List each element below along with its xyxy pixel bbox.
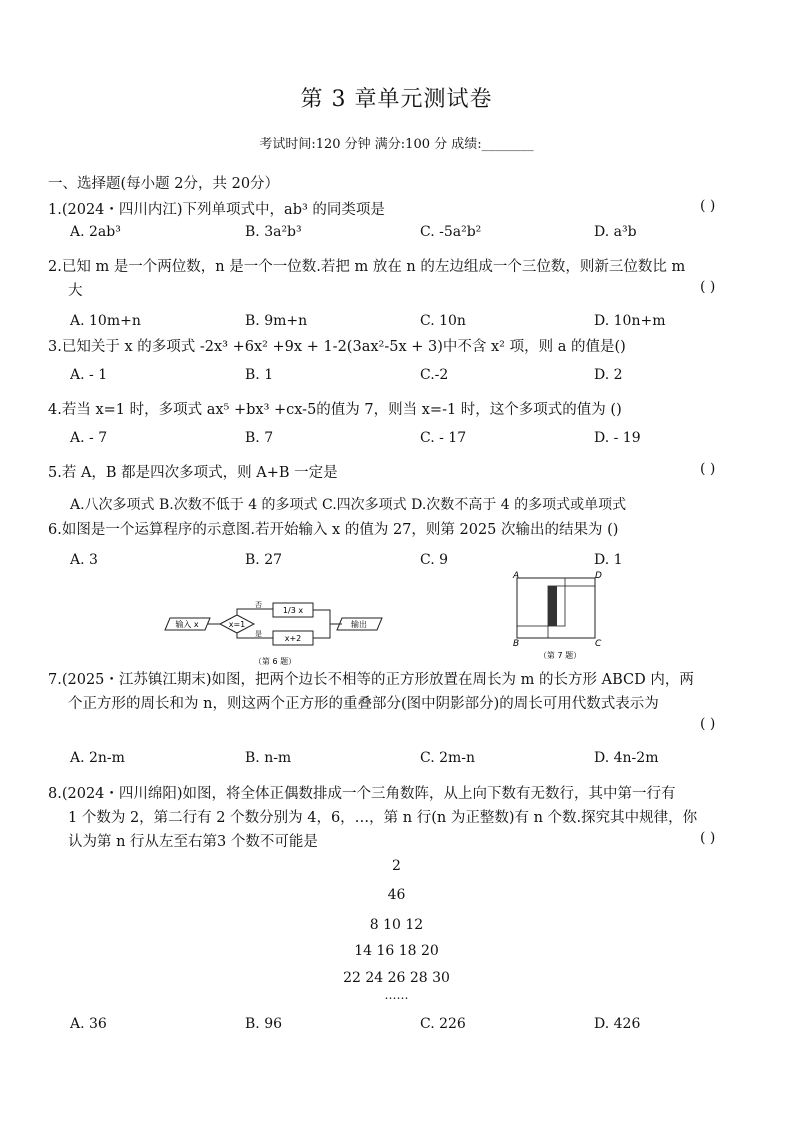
section-heading: 一、选择题(每小题 2分，共 20分）: [48, 176, 280, 192]
question-2-answer-blank: ( ): [700, 279, 716, 295]
question-4-option-c: C. - 17: [420, 430, 467, 446]
question-7-option-a: A. 2n-m: [70, 750, 125, 766]
question-5-answer-blank: ( ): [700, 461, 716, 477]
triangle-row-5: 22 24 26 28 30: [343, 970, 450, 986]
question-2-option-a: A. 10m+n: [70, 313, 141, 329]
question-7-option-d: D. 4n-2m: [594, 750, 659, 766]
question-8-option-d: D. 426: [594, 1016, 641, 1032]
vertex-b: B: [513, 639, 520, 649]
triangle-row-4: 14 16 18 20: [354, 943, 439, 959]
question-8-option-c: C. 226: [420, 1016, 466, 1032]
question-1-option-c: C. -5a²b²: [420, 224, 482, 240]
vertex-d: D: [595, 571, 602, 581]
exam-info: 考试时间:120 分钟 满分:100 分 成绩:________: [259, 137, 534, 152]
question-4-stem: 4.若当 x=1 时，多项式 ax⁵ +bx³ +cx-5的值为 7，则当 x=-1 时，这个多项式的值为 (): [48, 402, 622, 418]
question-6-option-b: B. 27: [245, 552, 283, 568]
figure-7-rectangle: [505, 568, 615, 664]
question-1-answer-blank: ( ): [700, 198, 716, 214]
question-6-option-c: C. 9: [420, 552, 449, 568]
question-6-stem: 6.如图是一个运算程序的示意图.若开始输入 x 的值为 27，则第 2025 次输出的结果为 (): [48, 522, 619, 538]
question-4-option-a: A. - 7: [70, 430, 108, 446]
question-5-stem: 5.若 A，B 都是四次多项式，则 A+B 一定是: [48, 465, 338, 481]
question-8-stem: 8.(2024・四川绵阳)如图，将全体正偶数排成一个三角数阵，从上向下数有无数行，其中第一行有: [48, 786, 676, 802]
triangle-ellipsis: ……: [384, 988, 409, 1002]
input-label: 输入 x: [175, 620, 199, 629]
output-label: 输出: [351, 620, 367, 629]
question-7-stem: 7.(2025・江苏镇江期末)如图，把两个边长不相等的正方形放置在周长为 m 的长方形 ABCD 内，两: [48, 672, 694, 688]
question-5-options: A.八次多项式 B.次数不低于 4 的多项式 C.四次多项式 D.次数不高于 4 的多项式或单项式: [70, 497, 627, 513]
question-1-option-a: A. 2ab³: [70, 224, 121, 240]
question-6-option-d: D. 1: [594, 552, 623, 568]
question-8-stem-cont2: 认为第 n 行从左至右第3 个数不可能是: [68, 834, 318, 850]
question-3-option-a: A. - 1: [70, 367, 108, 383]
question-6-option-a: A. 3: [70, 552, 98, 568]
no-label: 否: [255, 601, 262, 609]
question-1-option-b: B. 3a²b³: [245, 224, 302, 240]
condition-label: x=1: [228, 620, 246, 629]
op1-label: 1/3 x: [282, 606, 304, 615]
vertex-a: A: [513, 571, 520, 581]
question-8-answer-blank: ( ): [700, 830, 716, 846]
question-8-stem-cont: 1 个数为 2，第二行有 2 个数分别为 4，6，…，第 n 行(n 为正整数)有 n 个数.探究其中规律，你: [68, 810, 698, 826]
page-title: 第 3 章单元测试卷: [300, 87, 493, 112]
question-8-option-b: B. 96: [245, 1016, 283, 1032]
question-7-answer-blank: ( ): [700, 716, 716, 732]
question-1-stem: 1.(2024・四川内江)下列单项式中，ab³ 的同类项是: [48, 202, 385, 218]
question-3-option-b: B. 1: [245, 367, 274, 383]
question-3-stem: 3.已知关于 x 的多项式 -2x³ +6x² +9x + 1-2(3ax²-5x + 3)中不含 x² 项，则 a 的值是(): [48, 339, 626, 355]
square-1: [517, 578, 565, 626]
figure-6-flowchart: [160, 598, 395, 670]
question-7-stem-cont: 个正方形的周长和为 n，则这两个正方形的重叠部分(图中阴影部分)的周长可用代数式表示为: [68, 696, 659, 712]
question-2-option-b: B. 9m+n: [245, 313, 308, 329]
triangle-row-2: 46: [387, 887, 406, 903]
op2-label: x+2: [284, 634, 302, 643]
question-7-option-b: B. n-m: [245, 750, 292, 766]
question-2-option-c: C. 10n: [420, 313, 466, 329]
question-3-option-d: D. 2: [594, 367, 623, 383]
vertex-c: C: [595, 639, 602, 649]
question-4-option-b: B. 7: [245, 430, 274, 446]
question-1-option-d: D. a³b: [594, 224, 637, 240]
yes-label: 是: [255, 630, 262, 638]
question-2-option-d: D. 10n+m: [594, 313, 666, 329]
figure-6-caption: （第 6 题）: [253, 657, 297, 666]
question-4-option-d: D. - 19: [594, 430, 641, 446]
question-2-stem-cont: 大: [68, 283, 83, 299]
question-8-option-a: A. 36: [70, 1016, 107, 1032]
triangle-row-1: 2: [392, 858, 401, 874]
question-7-option-c: C. 2m-n: [420, 750, 476, 766]
question-3-option-c: C.-2: [420, 367, 449, 383]
question-2-stem: 2.已知 m 是一个两位数，n 是一个一位数.若把 m 放在 n 的左边组成一个三位数，则新三位数比 m: [48, 259, 686, 275]
figure-7-caption: （第 7 题）: [538, 651, 582, 660]
overlap-shaded: [548, 586, 557, 626]
triangle-row-3: 8 10 12: [369, 917, 424, 933]
